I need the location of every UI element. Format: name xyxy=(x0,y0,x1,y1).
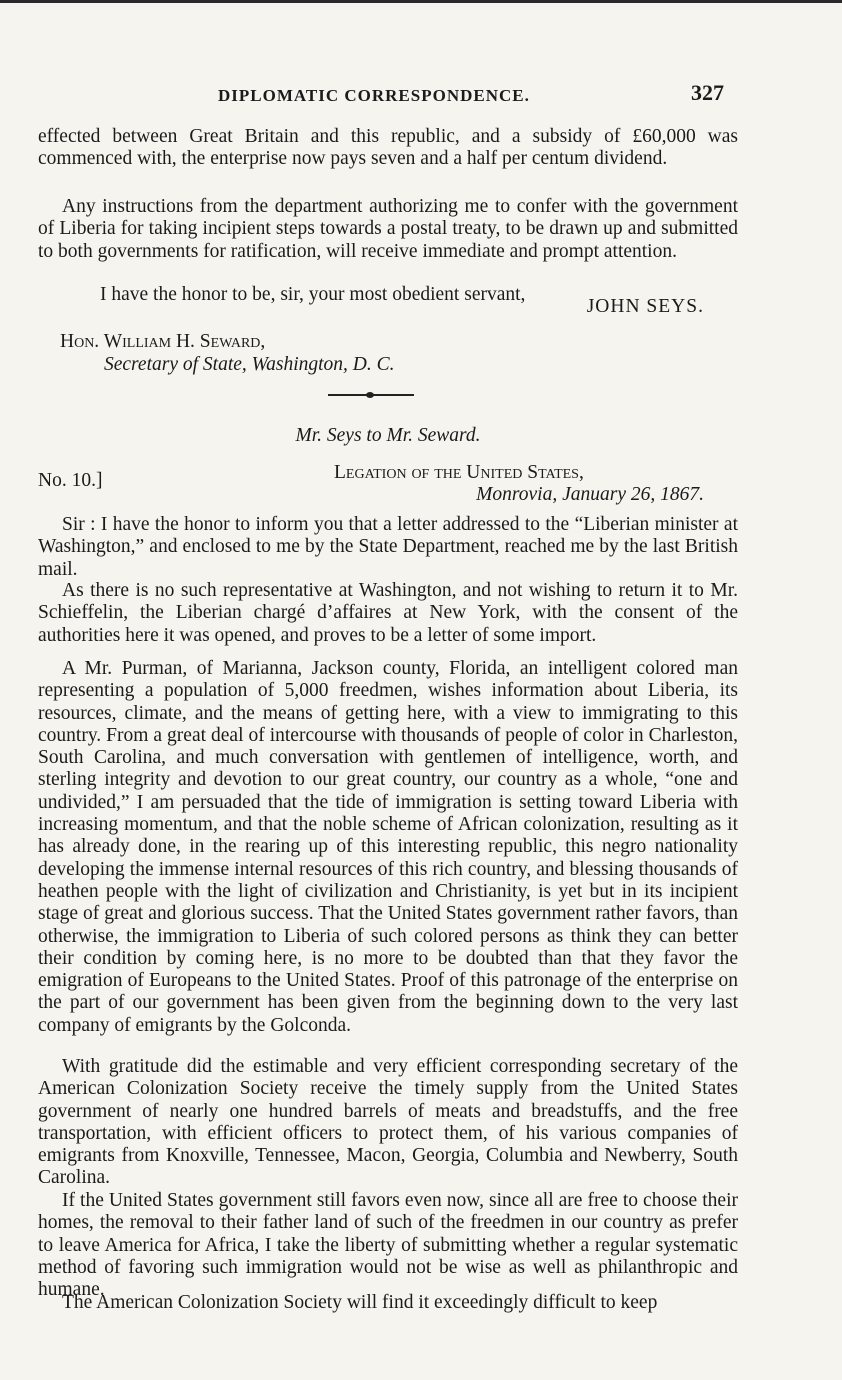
section-divider xyxy=(328,394,414,396)
legation-heading: Legation of the United States, xyxy=(334,462,584,483)
continued-paragraph-2: Any instructions from the department authorizing me to confer with the government of Liberia for taking incipient steps towards a postal treaty, to be drawn up and submitted to both governments for ratification, will receive immediate and prompt attention. xyxy=(38,196,738,262)
page-header xyxy=(38,80,738,110)
letter-paragraph-5: If the United States government still favors even now, since all are free to choose their homes, the removal to their father land of such of the freedmen in our country as prefer to leave America for Africa, I take the liberty of submitting whether a regular systematic method of favoring such immigration would not be wise as well as philanthropic and humane. xyxy=(38,1190,738,1301)
letter-paragraph-4: With gratitude did the estimable and very efficient corresponding secretary of the American Colonization Society receive the timely supply from the United States government of nearly one hundred barrels of meats and breadstuffs, and the free transportation, with efficient officers to protect them, of his various companies of emigrants from Knoxville, Tennessee, Macon, Georgia, Columbia and Newberry, South Carolina. xyxy=(38,1056,738,1189)
letter-paragraph-1: Sir : I have the honor to inform you that a letter addressed to the “Liberian minister at Washington,” and enclosed to me by the State Department, reached me by the last British mail. xyxy=(38,514,738,580)
running-title: DIPLOMATIC CORRESPONDENCE. xyxy=(218,86,530,105)
continued-paragraph-1: effected between Great Britain and this republic, and a subsidy of £60,000 was commenced with, the enterprise now pays seven and a half per centum dividend. xyxy=(38,126,738,170)
top-border-rule xyxy=(0,0,842,3)
page-number: 327 xyxy=(691,80,724,105)
addressee-name: Hon. William H. Seward, xyxy=(60,331,266,352)
addressee-block xyxy=(60,330,395,376)
signature: JOHN SEYS. xyxy=(586,296,704,317)
dateline: Monrovia, January 26, 1867. xyxy=(476,484,704,505)
closing-line: I have the honor to be, sir, your most obedient servant, xyxy=(100,284,526,305)
addressee-title: Secretary of State, Washington, D. C. xyxy=(104,354,395,375)
letter-paragraph-6: The American Colonization Society will find it exceedingly difficult to keep xyxy=(62,1292,658,1313)
document-number: No. 10.] xyxy=(38,470,103,491)
letter-paragraph-3: A Mr. Purman, of Marianna, Jackson county, Florida, an intelligent colored man representing a population of 5,000 freedmen, wishes information about Liberia, its resources, climate, and the means of getting here, with a view to immigrating to this country. From a great deal of intercourse with thousands of people of color in Charleston, South Carolina, and much conversation with gentlemen of intelligence, worth, and sterling integrity and devotion to our great country, our country as a whole, “one and undivided,” I am persuaded that the tide of immigration is setting toward Liberia with increasing momentum, and that the noble scheme of African colonization, resulting as it has already done, in the rearing up of this interesting republic, this negro nationality developing the immense internal resources of this rich country, and blessing thousands of heathen people with the light of civilization and Christianity, is yet but in its incipient stage of great and glorious success. That the United States government rather favors, than otherwise, the immigration to Liberia of such colored persons as think they can better their condition by coming here, is no more to be doubted than that they favor the emigration of Europeans to the United States. Proof of this patronage of the enterprise on the part of our government has been given from the beginning down to the very last company of emigrants by the Golconda. xyxy=(38,658,738,1036)
letter-paragraph-2: As there is no such representative at Washington, and not wishing to return it to Mr. Schieffelin, the Liberian chargé d’affaires at New York, with the consent of the authorities here it was opened, and proves to be a letter of some import. xyxy=(38,580,738,646)
letter-title: Mr. Seys to Mr. Seward. xyxy=(295,425,481,446)
